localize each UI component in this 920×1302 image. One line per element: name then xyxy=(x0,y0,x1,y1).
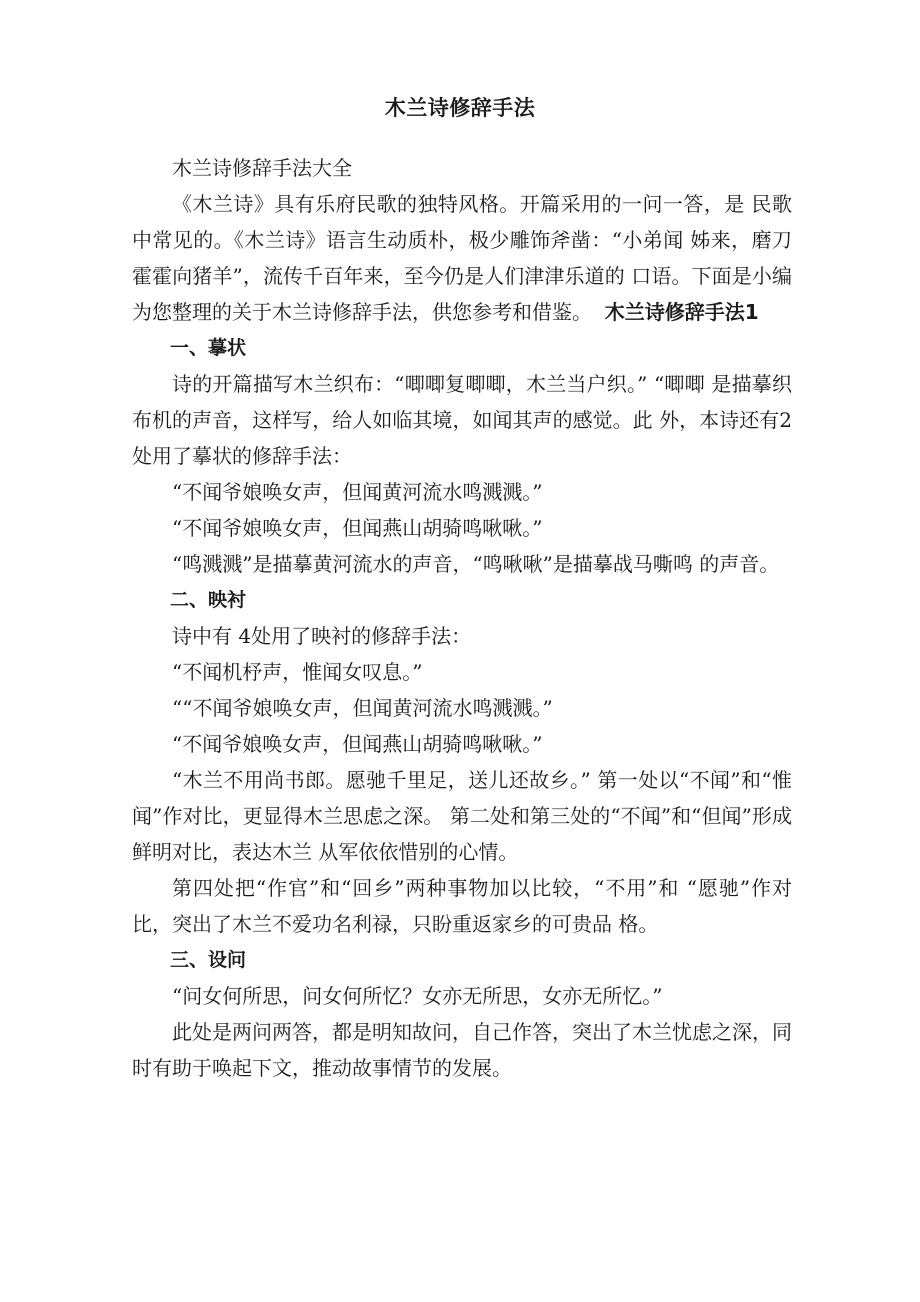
quote-1b: “不闻爷娘唤女声，但闻燕山胡骑鸣啾啾。” xyxy=(172,516,543,540)
document-body xyxy=(132,150,792,1086)
section-heading-3: 三、设问 xyxy=(170,949,247,971)
quote-2b: ““不闻爷娘唤女声，但闻黄河流水鸣溅溅。” xyxy=(172,696,553,720)
section-main-heading: 木兰诗修辞手法1 xyxy=(604,300,759,324)
paragraph-1b: “鸣溅溅”是描摹黄河流水的声音，“鸣啾啾”是描摹战马嘶鸣 的声音。 xyxy=(172,552,780,576)
quote-1a: “不闻爷娘唤女声，但闻黄河流水鸣溅溅。” xyxy=(172,480,543,504)
document-title: 木兰诗修辞手法 xyxy=(384,96,536,120)
paragraph-2c: 第四处把“作官”和“回乡”两种事物加以比较，“不用”和 “愿驰”作对比，突出了木兰不爱功名利禄，只盼重返家乡的可贵品 格。 xyxy=(132,876,792,936)
paragraph-2: 诗中有 4处用了映衬的修辞手法： xyxy=(172,624,472,648)
intro-paragraph xyxy=(132,186,792,330)
quote-3: “问女何所思，问女何所忆？女亦无所思，女亦无所忆。” xyxy=(172,984,663,1008)
paragraph-2b: “木兰不用尚书郎。愿驰千里足，送儿还故乡。” 第一处以“不闻”和“惟闻”作对比，更显得木兰思虑之深。 第二处和第三处的“不闻”和“但闻”形成鲜明对比，表达木兰 从军依依惜别的心情。 xyxy=(132,768,792,864)
quote-2c: “不闻爷娘唤女声，但闻燕山胡骑鸣啾啾。” xyxy=(172,732,543,756)
section-heading-2: 二、映衬 xyxy=(170,589,247,611)
paragraph-1: 诗的开篇描写木兰织布：“唧唧复唧唧，木兰当户织。” “唧唧 是描摹织布机的声音，这样写，给人如临其境，如闻其声的感觉。此 外，本诗还有2 处用了摹状的修辞手法： xyxy=(132,372,792,468)
section-heading-1: 一、摹状 xyxy=(170,337,247,359)
quote-2a: “不闻机杼声，惟闻女叹息。” xyxy=(172,660,423,684)
subtitle-paragraph: 木兰诗修辞手法大全 xyxy=(172,156,352,180)
paragraph-3: 此处是两问两答，都是明知故问，自己作答，突出了木兰忧虑之深，同时有助于唤起下文，推动故事情节的发展。 xyxy=(132,1020,792,1080)
intro-text: 《木兰诗》具有乐府民歌的独特风格。开篇采用的一问一答，是 民歌中常见的。《木兰诗》语言生动质朴，极少雕饰斧凿：“小弟闻 姊来，磨刀霍霍向猪羊”，流传千百年来，至今仍是人们津津乐道的 口语。下面是小编为您整理的关于木兰诗修辞手法，供您参考和借鉴。 xyxy=(132,192,792,324)
